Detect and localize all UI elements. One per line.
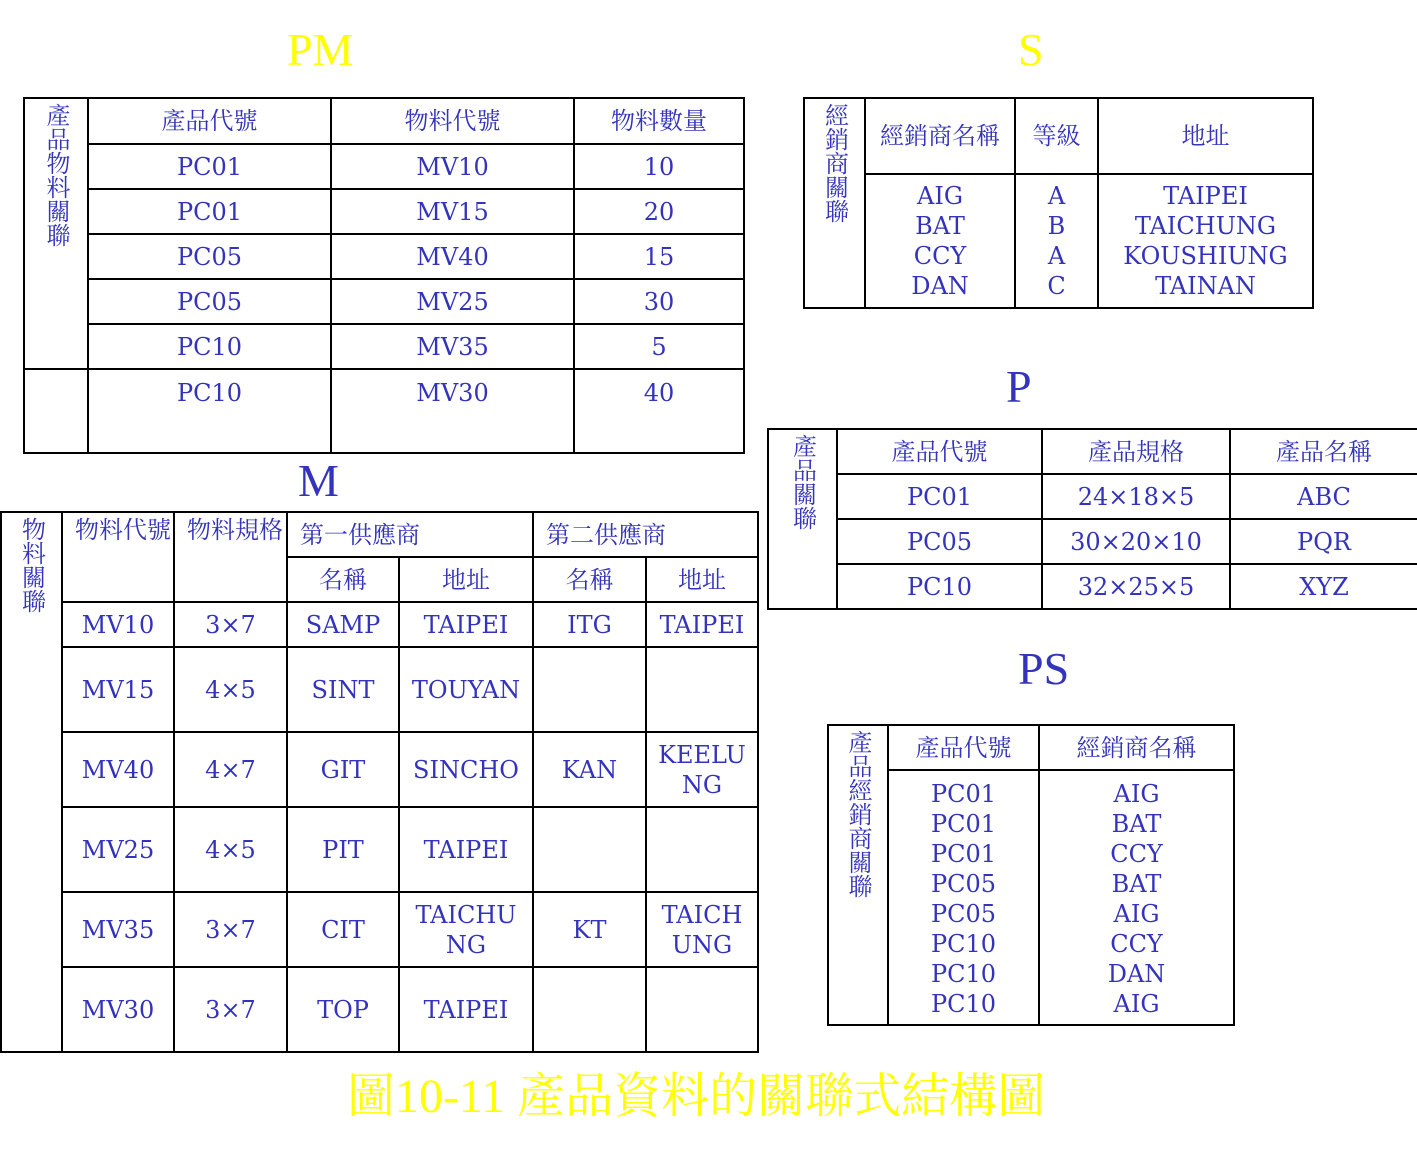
pm-cell: MV40 bbox=[331, 234, 574, 279]
pm-header-material-qty: 物料數量 bbox=[574, 98, 744, 144]
m-cell bbox=[646, 807, 758, 892]
pm-cell: 5 bbox=[574, 324, 744, 369]
m-cell: MV15 bbox=[62, 647, 174, 732]
m-cell: GIT bbox=[287, 732, 399, 807]
figure-caption: 圖10-11 產品資料的關聯式結構圖 bbox=[347, 1070, 1046, 1123]
ps-header-dealer-name: 經銷商名稱 bbox=[1039, 725, 1234, 770]
m-cell: PIT bbox=[287, 807, 399, 892]
m-cell bbox=[646, 647, 758, 732]
p-title: P bbox=[1006, 361, 1032, 412]
table-row bbox=[24, 234, 744, 279]
table-row bbox=[24, 324, 744, 369]
pm-empty-side bbox=[24, 369, 88, 453]
table-row bbox=[24, 189, 744, 234]
pm-side-label: 產品物料關聯 bbox=[24, 98, 88, 369]
p-cell: 32×25×5 bbox=[1042, 564, 1230, 609]
m-table bbox=[0, 511, 759, 1053]
m-header-first-supplier: 第一供應商 bbox=[287, 512, 533, 557]
m-cell: KT bbox=[533, 892, 646, 967]
m-cell: 4×7 bbox=[174, 732, 287, 807]
pm-cell: 30 bbox=[574, 279, 744, 324]
m-cell: SINT bbox=[287, 647, 399, 732]
p-cell: 24×18×5 bbox=[1042, 474, 1230, 519]
pm-cell: MV10 bbox=[331, 144, 574, 189]
table-row bbox=[1, 732, 758, 807]
pm-cell: 40 bbox=[574, 369, 744, 453]
table-row bbox=[828, 770, 1234, 1025]
m-cell: TOUYAN bbox=[399, 647, 533, 732]
s-header-address: 地址 bbox=[1098, 98, 1313, 174]
m-cell: MV25 bbox=[62, 807, 174, 892]
m-header-first-name: 名稱 bbox=[287, 557, 399, 602]
ps-header-product-code: 產品代號 bbox=[888, 725, 1039, 770]
table-row bbox=[1, 647, 758, 732]
m-cell: TAIPEI bbox=[646, 602, 758, 647]
m-cell: TAICHU NG bbox=[399, 892, 533, 967]
m-header-first-address: 地址 bbox=[399, 557, 533, 602]
s-dealer-names: AIG BAT CCY DAN bbox=[865, 174, 1015, 308]
s-table bbox=[803, 97, 1314, 309]
s-side-label: 經銷商關聯 bbox=[804, 98, 865, 308]
m-cell bbox=[533, 967, 646, 1052]
p-cell: PC10 bbox=[837, 564, 1042, 609]
m-cell: 4×5 bbox=[174, 807, 287, 892]
m-cell bbox=[533, 647, 646, 732]
p-cell: PC01 bbox=[837, 474, 1042, 519]
m-cell: KAN bbox=[533, 732, 646, 807]
pm-cell: PC10 bbox=[88, 324, 331, 369]
table-row bbox=[24, 279, 744, 324]
table-row bbox=[1, 892, 758, 967]
s-grades: A B A C bbox=[1015, 174, 1098, 308]
table-row bbox=[768, 474, 1417, 519]
m-cell: MV35 bbox=[62, 892, 174, 967]
p-cell: 30×20×10 bbox=[1042, 519, 1230, 564]
ps-table bbox=[827, 724, 1235, 1026]
p-cell: XYZ bbox=[1230, 564, 1417, 609]
m-cell: TOP bbox=[287, 967, 399, 1052]
m-cell: SINCHO bbox=[399, 732, 533, 807]
m-cell: 4×5 bbox=[174, 647, 287, 732]
pm-header-product-code: 產品代號 bbox=[88, 98, 331, 144]
m-title: M bbox=[298, 455, 339, 506]
pm-title: PM bbox=[287, 24, 354, 75]
ps-side-label: 產品經銷商關聯 bbox=[828, 725, 888, 1025]
p-header-product-spec: 產品規格 bbox=[1042, 429, 1230, 474]
m-header-second-supplier: 第二供應商 bbox=[533, 512, 758, 557]
pm-cell: MV30 bbox=[331, 369, 574, 453]
m-cell: 3×7 bbox=[174, 892, 287, 967]
p-cell: PC05 bbox=[837, 519, 1042, 564]
pm-cell: MV15 bbox=[331, 189, 574, 234]
p-side-label: 產品關聯 bbox=[768, 429, 837, 609]
pm-table bbox=[23, 97, 745, 454]
m-cell: KEELU NG bbox=[646, 732, 758, 807]
p-cell: PQR bbox=[1230, 519, 1417, 564]
m-cell: SAMP bbox=[287, 602, 399, 647]
m-cell: 3×7 bbox=[174, 602, 287, 647]
pm-cell: PC01 bbox=[88, 144, 331, 189]
pm-cell: PC05 bbox=[88, 234, 331, 279]
ps-product-codes: PC01 PC01 PC01 PC05 PC05 PC10 PC10 PC10 bbox=[888, 770, 1039, 1025]
m-side-label: 物料關聯 bbox=[1, 512, 62, 1052]
m-cell: MV40 bbox=[62, 732, 174, 807]
pm-cell: PC01 bbox=[88, 189, 331, 234]
m-cell: TAIPEI bbox=[399, 967, 533, 1052]
m-cell: TAICH UNG bbox=[646, 892, 758, 967]
m-header-material-code: 物料代號 bbox=[62, 512, 174, 602]
m-cell: CIT bbox=[287, 892, 399, 967]
m-cell: TAIPEI bbox=[399, 807, 533, 892]
table-row bbox=[1, 967, 758, 1052]
p-header-product-code: 產品代號 bbox=[837, 429, 1042, 474]
table-row bbox=[1, 807, 758, 892]
pm-cell: MV35 bbox=[331, 324, 574, 369]
m-header-second-name: 名稱 bbox=[533, 557, 646, 602]
table-row bbox=[768, 564, 1417, 609]
pm-cell: MV25 bbox=[331, 279, 574, 324]
m-cell: TAIPEI bbox=[399, 602, 533, 647]
pm-cell: PC05 bbox=[88, 279, 331, 324]
ps-title: PS bbox=[1018, 643, 1070, 694]
pm-cell: PC10 bbox=[88, 369, 331, 453]
table-row bbox=[24, 369, 744, 453]
m-header-second-address: 地址 bbox=[646, 557, 758, 602]
s-addresses: TAIPEI TAICHUNG KOUSHIUNG TAINAN bbox=[1098, 174, 1313, 308]
m-cell bbox=[646, 967, 758, 1052]
pm-cell: 20 bbox=[574, 189, 744, 234]
m-header-material-spec: 物料規格 bbox=[174, 512, 287, 602]
p-cell: ABC bbox=[1230, 474, 1417, 519]
s-header-dealer-name: 經銷商名稱 bbox=[865, 98, 1015, 174]
s-header-grade: 等級 bbox=[1015, 98, 1098, 174]
m-cell: MV30 bbox=[62, 967, 174, 1052]
s-title: S bbox=[1018, 24, 1044, 75]
table-row bbox=[24, 144, 744, 189]
m-cell bbox=[533, 807, 646, 892]
m-cell: ITG bbox=[533, 602, 646, 647]
pm-header-material-code: 物料代號 bbox=[331, 98, 574, 144]
m-cell: MV10 bbox=[62, 602, 174, 647]
table-row bbox=[768, 519, 1417, 564]
pm-cell: 10 bbox=[574, 144, 744, 189]
p-header-product-name: 產品名稱 bbox=[1230, 429, 1417, 474]
pm-cell: 15 bbox=[574, 234, 744, 279]
m-cell: 3×7 bbox=[174, 967, 287, 1052]
table-row bbox=[804, 174, 1313, 308]
p-table bbox=[767, 428, 1417, 610]
ps-dealer-names: AIG BAT CCY BAT AIG CCY DAN AIG bbox=[1039, 770, 1234, 1025]
table-row bbox=[1, 602, 758, 647]
